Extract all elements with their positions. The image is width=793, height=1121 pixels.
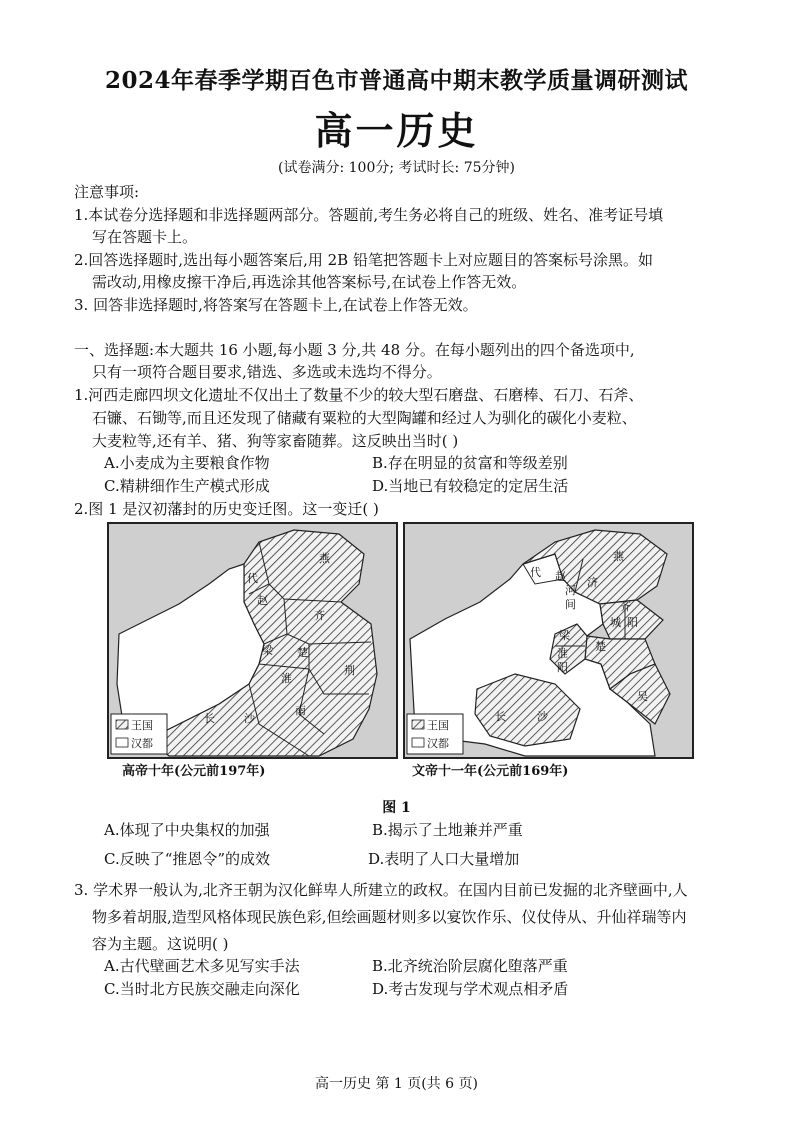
map2-label-dai: 代 xyxy=(530,566,541,579)
q1-stem-2: 石镰、石锄等,而且还发现了储藏有粟粒的大型陶罐和经过人为驯化的碳化小麦粒、 xyxy=(92,409,637,427)
q1-stem-3: 大麦粒等,还有羊、猪、狗等家畜随葬。这反映出当时( ) xyxy=(92,432,459,450)
map1-label-jing: 荆 xyxy=(344,664,355,677)
map1-label-chu: 楚 xyxy=(297,646,308,659)
q2-option-c: C.反映了“推恩令”的成效 xyxy=(104,850,271,868)
q1-option-b: B.存在明显的贫富和等级差别 xyxy=(372,454,568,472)
map1-label-nan: 南 xyxy=(295,704,306,717)
q2-option-d: D.表明了人口大量增加 xyxy=(368,850,520,868)
q2-option-b: B.揭示了土地兼并严重 xyxy=(372,821,523,839)
map2-label-zhao: 赵 xyxy=(555,570,566,583)
q1-stem: 1.河西走廊四坝文化遗址不仅出土了数量不少的较大型石磨盘、石磨棒、石刀、石斧、 xyxy=(74,386,644,404)
map2-label-wu: 吴 xyxy=(637,690,648,703)
notice-item-3: 3. 回答非选择题时,将答案写在答题卡上,在试卷上作答无效。 xyxy=(74,296,478,314)
map1-label-sha: 沙 xyxy=(244,712,255,725)
notice-item-2: 2.回答选择题时,选出每小题答案后,用 2B 铅笔把答题卡上对应题目的答案标号涂黑。如 xyxy=(74,251,653,269)
q1-option-d: D.当地已有较稳定的定居生活 xyxy=(372,477,569,495)
map2-label-jian: 间 xyxy=(565,598,576,611)
map2-label-he: 河 xyxy=(565,584,576,597)
exam-info: (试卷满分: 100分; 考试时长: 75分钟) xyxy=(278,160,515,176)
map2-label-chang: 长 xyxy=(495,710,506,723)
map2-label-liang: 梁 xyxy=(559,629,570,642)
exam-title: 2024年春季学期百色市普通高中期末教学质量调研测试 xyxy=(104,67,688,94)
page-footer: 高一历史 第 1 页(共 6 页) xyxy=(315,1076,478,1092)
map1-caption: 高帝十年(公元前197年) xyxy=(122,764,266,779)
notice-item-1: 1.本试卷分选择题和非选择题两部分。答题前,考生务必将自己的班级、姓名、准考证号填 xyxy=(74,206,664,224)
q3-option-d: D.考古发现与学术观点相矛盾 xyxy=(372,980,569,998)
notice-item-1-cont: 写在答题卡上。 xyxy=(92,228,198,246)
map1-legend xyxy=(111,714,167,754)
map-wendi xyxy=(403,522,694,759)
map1-label-huai: 淮 xyxy=(281,672,292,685)
map2-legend-kingdom: 王国 xyxy=(427,719,449,732)
map1-label-zhao: 赵 xyxy=(257,594,268,607)
map2-label-qi: 齐 xyxy=(620,600,631,613)
q3-option-b: B.北齐统治阶层腐化堕落严重 xyxy=(372,957,568,975)
notice-heading: 注意事项: xyxy=(74,183,140,201)
q3-option-a: A.古代壁画艺术多见写实手法 xyxy=(104,957,300,975)
map2-label-huai: 淮 xyxy=(557,647,568,660)
q1-option-c: C.精耕细作生产模式形成 xyxy=(104,477,270,495)
q3-stem: 3. 学术界一般认为,北齐王朝为汉化鲜卑人所建立的政权。在国内目前已发掘的北齐壁画中,人 xyxy=(74,881,688,899)
map2-caption: 文帝十一年(公元前169年) xyxy=(412,764,569,779)
q3-option-c: C.当时北方民族交融走向深化 xyxy=(104,980,300,998)
map2-label-sha: 沙 xyxy=(537,710,548,723)
q3-stem-3: 容为主题。这说明( ) xyxy=(92,935,229,953)
map1-label-qi: 齐 xyxy=(314,609,325,622)
notice-item-2-cont: 需改动,用橡皮擦干净后,再选涂其他答案标号,在试卷上作答无效。 xyxy=(92,273,527,291)
map2-label-yan: 燕 xyxy=(613,550,624,563)
map2-label-chu: 楚 xyxy=(595,640,606,653)
map1-label-dai: 代 xyxy=(247,572,258,585)
q1-option-a: A.小麦成为主要粮食作物 xyxy=(104,454,270,472)
section-1-heading: 一、选择题:本大题共 16 小题,每小题 3 分,共 48 分。在每小题列出的四个备选项中, xyxy=(74,341,635,359)
q3-stem-2: 物多着胡服,造型风格体现民族色彩,但绘画题材则多以宴饮作乐、仪仗侍从、升仙祥瑞等内 xyxy=(92,908,687,926)
map2-label-cheng: 城 xyxy=(610,616,621,629)
figure-label: 图 1 xyxy=(382,800,411,816)
map2-label-ji: 济 xyxy=(587,576,598,589)
map1-legend-capital: 汉都 xyxy=(131,737,153,750)
subject-title: 高一历史 xyxy=(314,108,479,153)
q2-option-a: A.体现了中央集权的加强 xyxy=(104,821,270,839)
map2-label-yang2: 阳 xyxy=(557,661,568,674)
map2-legend xyxy=(407,714,463,754)
map2-label-yang1: 阳 xyxy=(627,616,638,629)
map1-label-liang: 梁 xyxy=(262,644,273,657)
map2-legend-capital: 汉都 xyxy=(427,737,449,750)
q2-stem: 2.图 1 是汉初藩封的历史变迁图。这一变迁( ) xyxy=(74,500,379,518)
map1-legend-kingdom: 王国 xyxy=(131,719,153,732)
map1-label-yan: 燕 xyxy=(319,552,330,565)
map-gaodi xyxy=(107,522,398,759)
map1-label-chang: 长 xyxy=(204,712,215,725)
section-1-heading-cont: 只有一项符合题目要求,错选、多选或未选均不得分。 xyxy=(92,363,442,381)
